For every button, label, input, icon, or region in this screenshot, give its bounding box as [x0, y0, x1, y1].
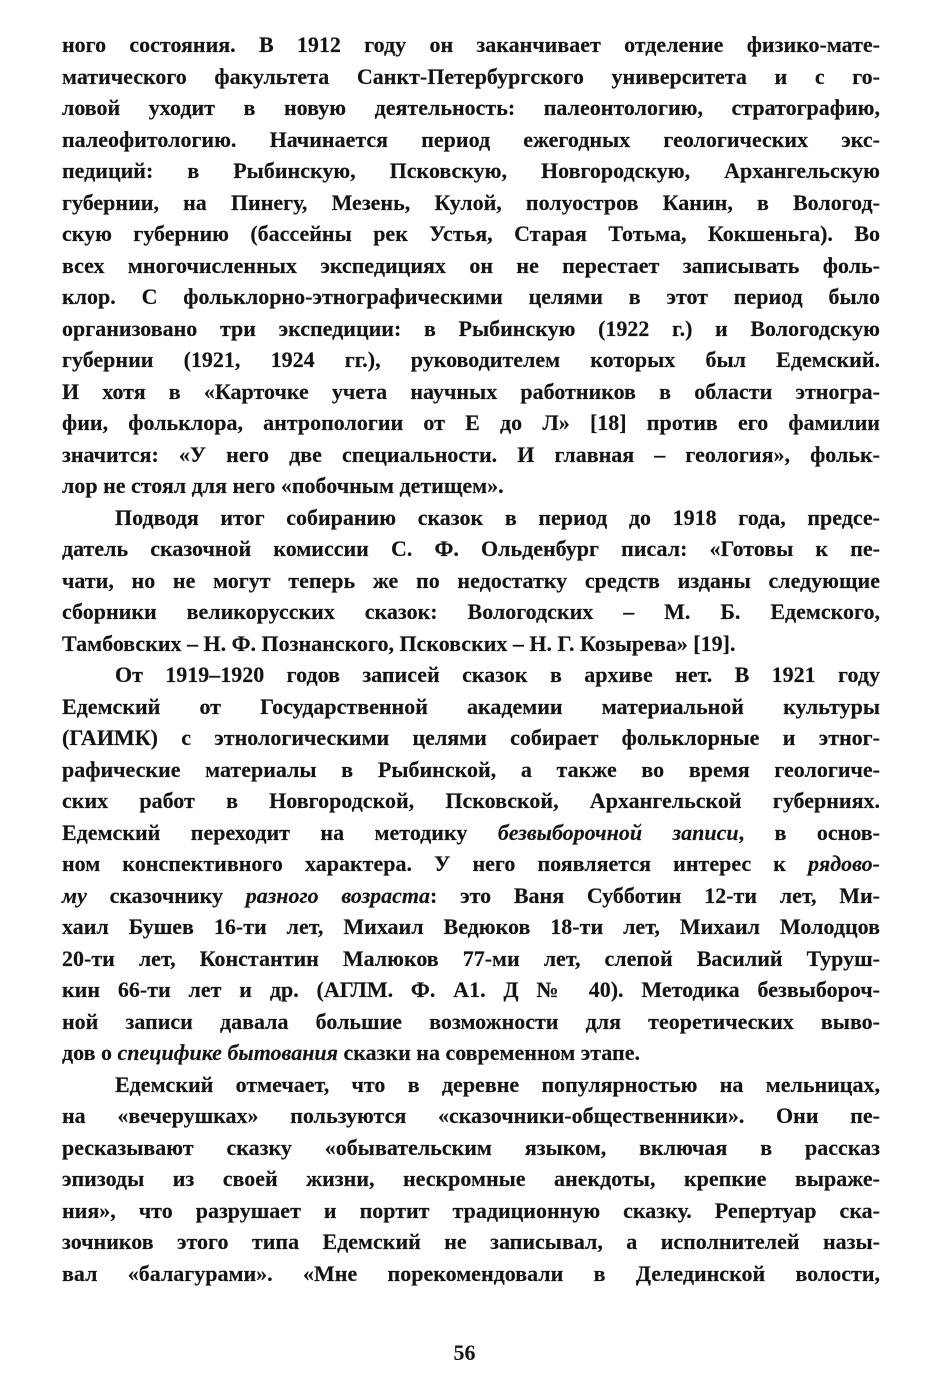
text-line: чати, но не могут теперь же по недостатку средств изданы следующие: [62, 567, 880, 593]
italic-text: разного возраста: [245, 882, 431, 908]
text-segment: : это Ваня Субботин 12-ти лет, Ми-: [430, 882, 880, 908]
italic-text: специфике бытования: [117, 1040, 338, 1065]
text-line: зочников этого типа Едемский не записывал, а исполнителей назы-: [62, 1229, 880, 1254]
text-line: на «вечерушках» пользуются «сказочники-общественники». Они пе-: [62, 1103, 880, 1128]
text-line: Едемский отмечает, что в деревне популярностью на мельницах,: [115, 1071, 880, 1097]
text-line: ного состояния. В 1912 году он заканчивает отделение физико-мате-: [62, 32, 880, 57]
page-body: [62, 29, 880, 1289]
text-line: клор. С фольклорно-этнографическими целями в этот период было: [62, 284, 880, 309]
text-segment: ном конспективного характера. У него появляется интерес к: [62, 851, 809, 876]
text-line: Подводя итог собиранию сказок в период до 1918 года, предсе-: [115, 504, 880, 530]
text-line: датель сказочной комиссии С. Ф. Ольденбург писал: «Готовы к пе-: [62, 536, 880, 561]
text-line: значится: «У него две специальности. И главная – геология», фольк-: [62, 441, 880, 467]
text-line: сборники великорусских сказок: Вологодских – М. Б. Едемского,: [62, 599, 880, 624]
text-line: матического факультета Санкт-Петербургского университета и с го-: [62, 63, 880, 89]
paragraph: [62, 29, 880, 502]
text-line: ресказывают сказку «обывательским языком, включая в рассказ: [62, 1134, 880, 1160]
text-line: И хотя в «Карточке учета научных работников в области этногра-: [62, 378, 880, 404]
text-line: [62, 817, 880, 849]
text-segment: Едемский переходит на методику: [62, 819, 498, 845]
text-line: хаил Бушев 16-ти лет, Михаил Ведюков 18-ти лет, Михаил Молодцов: [62, 914, 880, 939]
text-segment: дов о: [62, 1040, 118, 1065]
text-line: [62, 880, 880, 912]
text-line: эпизоды из своей жизни, нескромные анекдоты, крепкие выраже-: [62, 1166, 880, 1191]
text-line: губернии (1921, 1924 гг.), руководителем которых был Едемский.: [62, 347, 880, 372]
text-line: педиций: в Рыбинскую, Псковскую, Новгородскую, Архангельскую: [62, 158, 880, 183]
text-line: скую губернию (бассейны рек Устья, Старая Тотьма, Кокшеньга). Во: [62, 221, 880, 246]
text-line: От 1919–1920 годов записей сказок в архиве нет. В 1921 году: [115, 662, 880, 687]
text-line: ловой уходит в новую деятельность: палеонтологию, стратографию,: [62, 95, 880, 120]
text-line: кин 66-ти лет и др. (АГЛМ. Ф. А1. Д № 40). Методика безвыбороч-: [62, 977, 880, 1002]
text-line: губернии, на Пинегу, Мезень, Кулой, полуостров Канин, в Вологод-: [62, 189, 880, 215]
text-line: ной записи давала большие возможности для теоретических выво-: [62, 1008, 880, 1034]
paragraph: [62, 1069, 880, 1290]
text-line: лор не стоял для него «побочным детищем».: [62, 473, 504, 498]
text-line: палеофитологию. Начинается период ежегодных геологических экс-: [62, 126, 880, 152]
italic-text: безвыборочной записи: [497, 819, 739, 845]
text-line: [62, 1037, 880, 1069]
text-line: всех многочисленных экспедициях он не перестает записывать фоль-: [62, 252, 880, 278]
paragraph: [62, 659, 880, 1069]
text-segment: сказки на современном этапе.: [337, 1040, 640, 1065]
text-line: Тамбовских – Н. Ф. Познанского, Псковских – Н. Г. Козырева» [19].: [62, 630, 736, 656]
text-line: ния», что разрушает и портит традиционную сказку. Репертуар ска-: [62, 1197, 880, 1223]
text-line: [62, 848, 880, 880]
text-line: фии, фольклора, антропологии от Е до Л» [18] против его фамилии: [62, 410, 880, 435]
text-line: ских работ в Новгородской, Псковской, Архангельской губерниях.: [62, 788, 880, 813]
text-line: организовано три экспедиции: в Рыбинскую (1922 г.) и Вологодскую: [62, 315, 880, 341]
text-line: рафические материалы в Рыбинской, а также во время геологиче-: [62, 756, 880, 782]
text-segment: , в основ-: [738, 819, 880, 845]
text-segment: сказочнику: [86, 882, 246, 908]
page-number: 56: [453, 1340, 476, 1365]
text-line: вал «балагурами». «Мне порекомендовали в Делединской волости,: [62, 1260, 880, 1286]
italic-text: рядово-: [808, 851, 880, 876]
text-line: 20-ти лет, Константин Малюков 77-ми лет, слепой Василий Туруш-: [62, 945, 880, 971]
italic-text: му: [62, 882, 87, 908]
text-line: Едемский от Государственной академии материальной культуры: [62, 693, 880, 719]
paragraph: [62, 502, 880, 660]
text-line: (ГАИМК) с этнологическими целями собирает фольклорные и этног-: [62, 725, 880, 750]
